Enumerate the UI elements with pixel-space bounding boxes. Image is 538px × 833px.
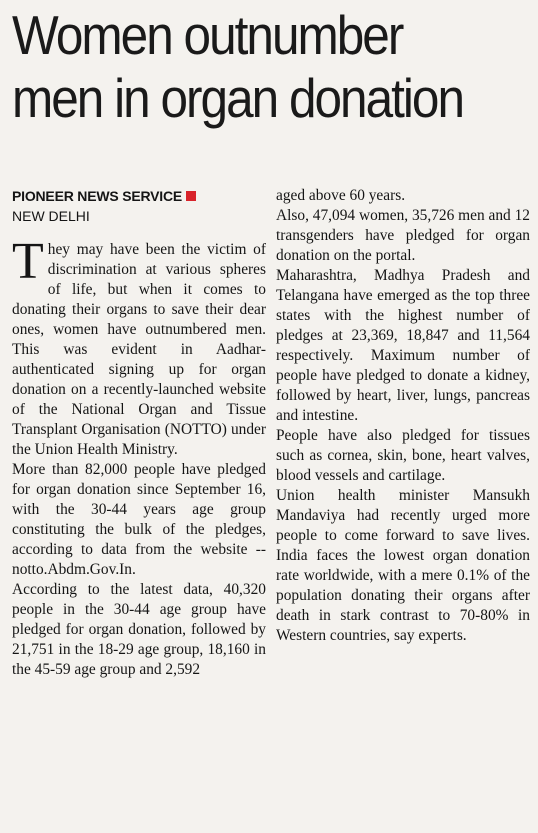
paragraph-5: Maharashtra, Madhya Pradesh and Telangana have emerged as the top three states with the highest number of pledges at 23,369, 18,847 and 11,564 respectively. Maximum number of people have pledged to donate a kidney, followed by heart, liver, lungs, pancreas and intestine. [276, 267, 530, 424]
paragraph-1-text: hey may have been the victim of discrimination at various spheres of life, but when it comes to donating their organs to save their dear ones, women have outnumbered men. This was evident in Aadhar-authenticated signing up for organ donation on a recently-launched website of the National Organ and Tissue Transplant Organisation (NOTTO) under the Union Health Ministry. [12, 241, 266, 458]
paragraph-3-continued: aged above 60 years. [276, 187, 406, 204]
headline [12, 4, 476, 130]
article-columns [12, 186, 530, 680]
headline-line-2: men in organ donation [12, 67, 464, 129]
column-right [276, 186, 530, 680]
byline [12, 186, 266, 206]
paragraph-3: According to the latest data, 40,320 people in the 30-44 age group have pledged for organ donation, followed by 21,751 in the 18-29 age group, 18,160 in the 45-59 age group and 2,592 [12, 581, 266, 678]
red-square-icon [186, 191, 196, 201]
byline-text: PIONEER NEWS SERVICE [12, 188, 183, 204]
paragraph-7: Union health minister Mansukh Mandaviya had recently urged more people to come forward to save lives. India faces the lowest organ donation rate worldwide, with a mere 0.1% of the population donating their organs after death in stark contrast to 70-80% in Western countries, say experts. [276, 487, 530, 644]
paragraph-1 [12, 233, 266, 460]
column-left [12, 186, 266, 680]
paragraph-4: Also, 47,094 women, 35,726 men and 12 transgenders have pledged for organ donation on the portal. [276, 207, 530, 264]
paragraph-2: More than 82,000 people have pledged for organ donation since September 16, with the 30-44 years age group constituting the bulk of the pledges, according to data from the website -- notto.Abdm.Gov.In. [12, 461, 266, 578]
drop-cap: T [12, 233, 44, 290]
headline-line-1: Women outnumber [12, 4, 403, 66]
paragraph-6: People have also pledged for tissues such as cornea, skin, bone, heart valves, blood vessels and cartilage. [276, 427, 530, 484]
dateline: NEW DELHI [12, 208, 90, 224]
